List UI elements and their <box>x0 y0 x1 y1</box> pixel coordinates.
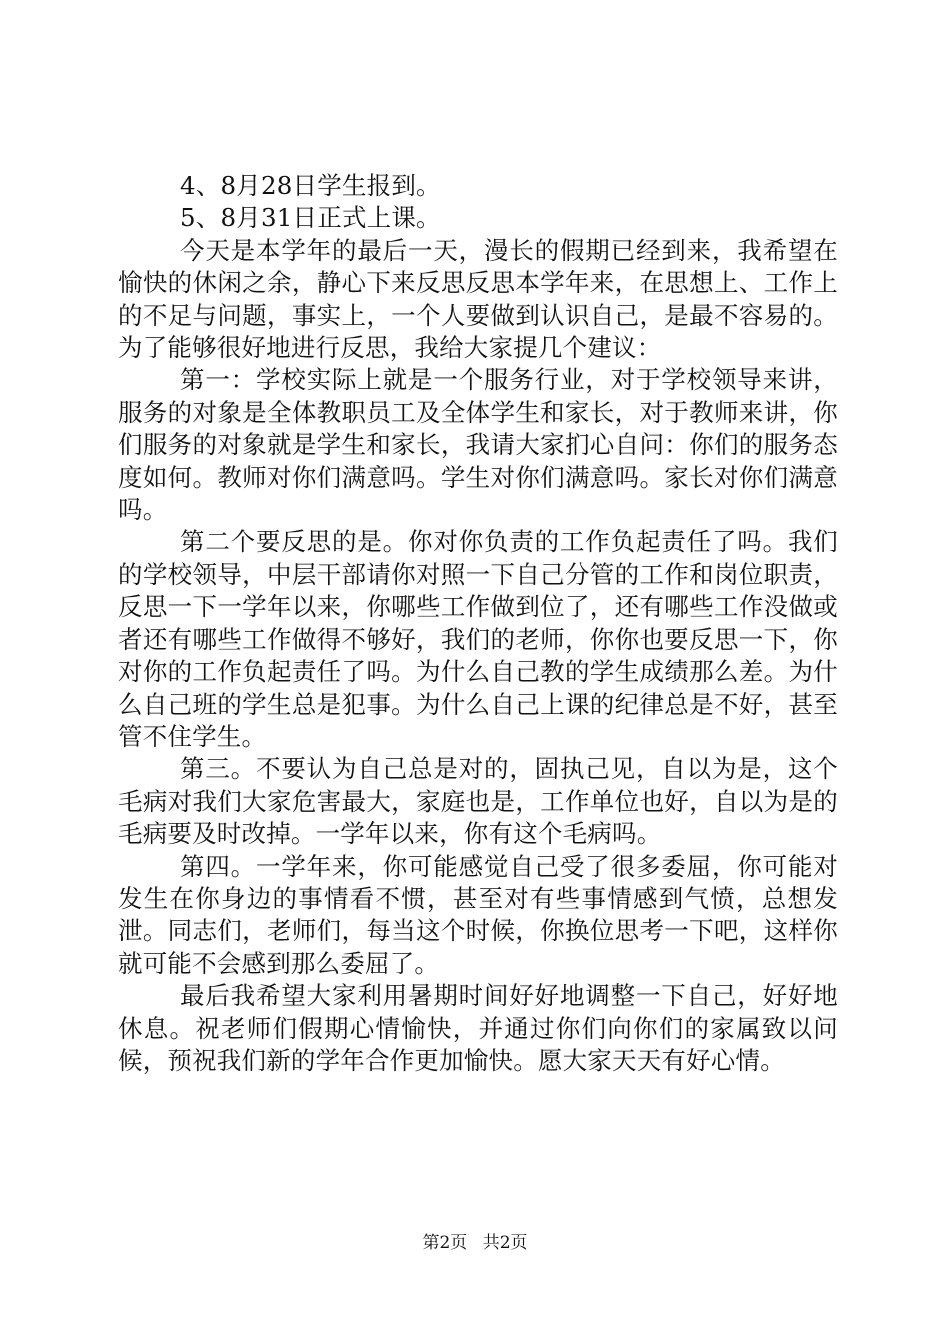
paragraph: 今天是本学年的最后一天，漫长的假期已经到来，我希望在愉快的休闲之余，静心下来反思反思本学年来，在思想上、工作上的不足与问题，事实上，一个人要做到认识自己，是最不容易的。为了能够很好地进行反思，我给大家提几个建议： <box>118 235 838 363</box>
paragraph: 第一：学校实际上就是一个服务行业，对于学校领导来讲，服务的对象是全体教职员工及全体学生和家长，对于教师来讲，你们服务的对象就是学生和家长，我请大家扪心自问：你们的服务态度如何。教师对你们满意吗。学生对你们满意吗。家长对你们满意吗。 <box>118 365 838 525</box>
page-number: 第2页 <box>422 1233 468 1253</box>
page-total: 共2页 <box>482 1233 528 1253</box>
paragraph: 第二个要反思的是。你对你负责的工作负起责任了吗。我们的学校领导，中层干部请你对照一下自己分管的工作和岗位职责，反思一下一学年以来，你哪些工作做到位了，还有哪些工作没做或者还有哪些工作做得不够好，我们的老师，你你也要反思一下，你对你的工作负起责任了吗。为什么自己教的学生成绩那么差。为什么自己班的学生总是犯事。为什么自己上课的纪律总是不好，甚至管不住学生。 <box>118 527 838 751</box>
page-footer <box>0 1232 950 1254</box>
paragraph: 5、8月31日正式上课。 <box>180 203 441 233</box>
paragraph: 第四。一学年来，你可能感觉自己受了很多委屈，你可能对发生在你身边的事情看不惯，甚至对有些事情感到气愤，总想发泄。同志们，老师们，每当这个时候，你换位思考一下吧，这样你就可能不会感到那么委屈了。 <box>118 851 838 978</box>
paragraph: 最后我希望大家利用暑期时间好好地调整一下自己，好好地休息。祝老师们假期心情愉快，并通过你们向你们的家属致以问候，预祝我们新的学年合作更加愉快。愿大家天天有好心情。 <box>118 981 838 1075</box>
document-body <box>118 170 838 1077</box>
paragraph: 4、8月28日学生报到。 <box>180 171 441 200</box>
paragraph: 第三。不要认为自己总是对的，固执己见，自以为是，这个毛病对我们大家危害最大，家庭也是，工作单位也好，自以为是的毛病要及时改掉。一学年以来，你有这个毛病吗。 <box>118 754 838 849</box>
